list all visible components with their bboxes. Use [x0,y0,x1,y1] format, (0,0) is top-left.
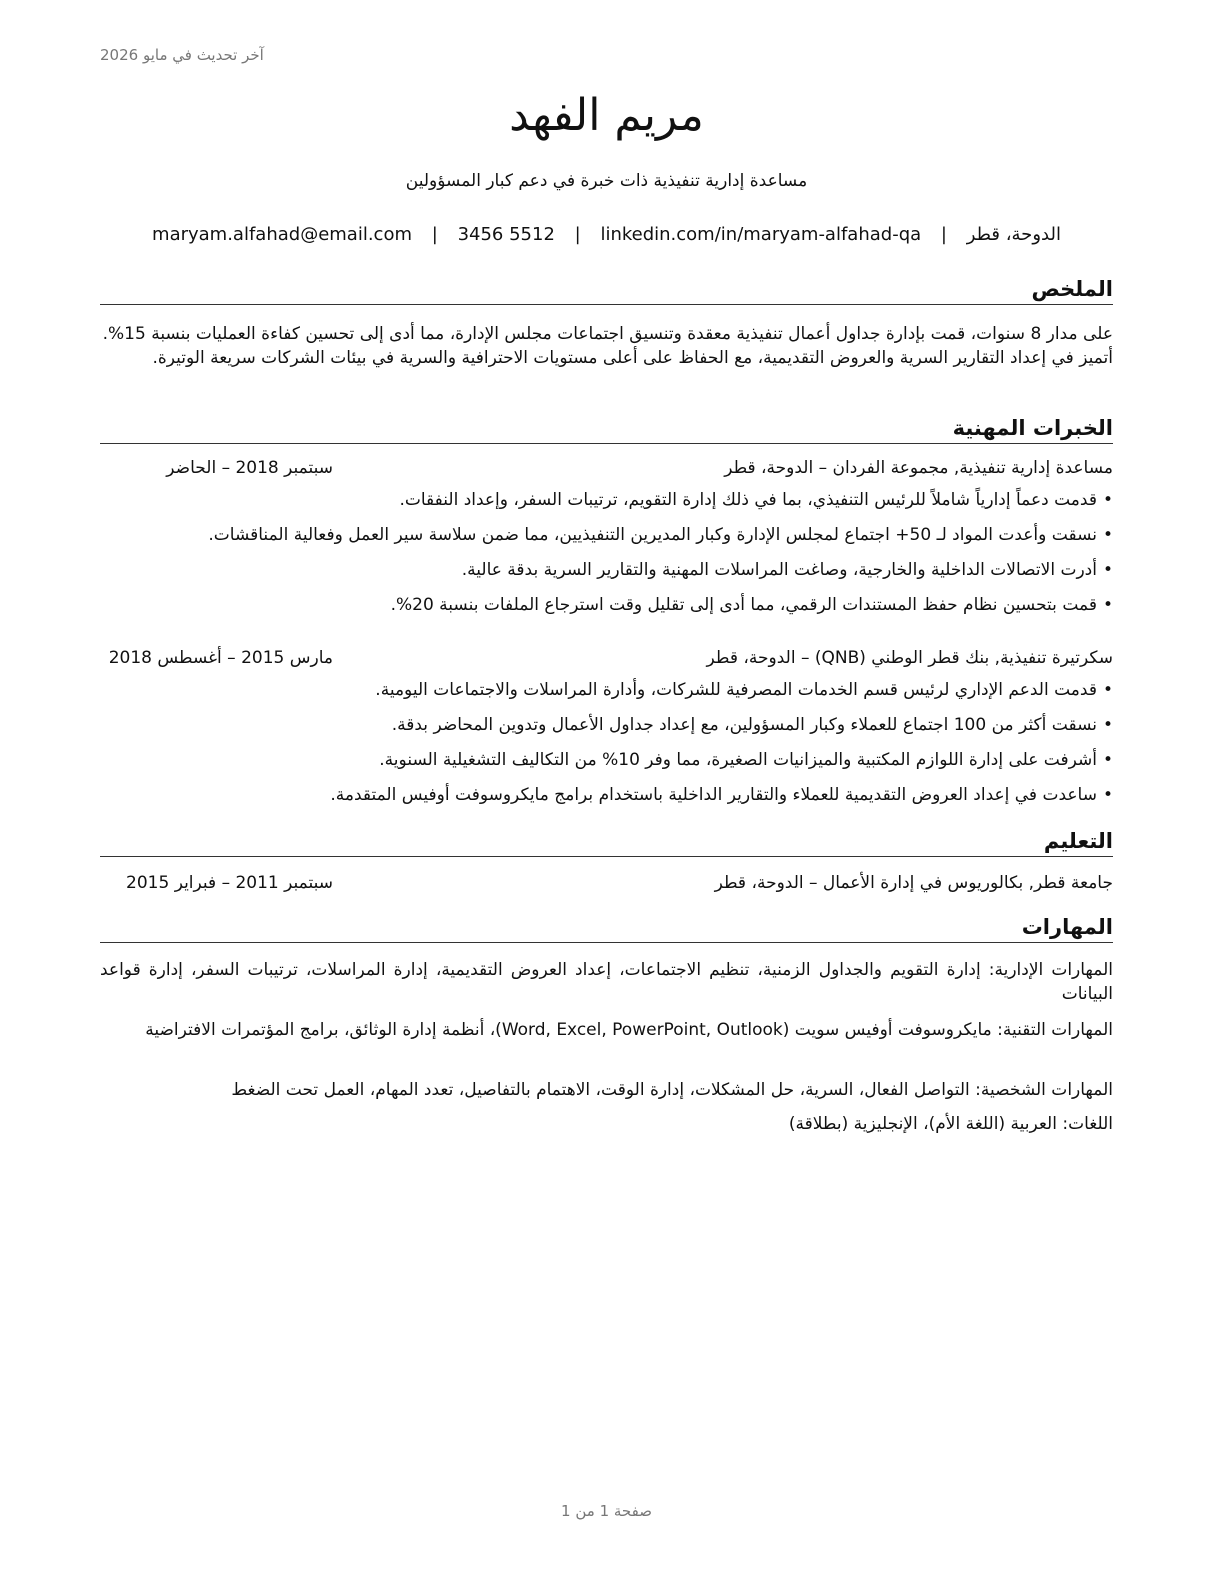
job-dates: مارس 2015 – أغسطس 2018 [108,648,333,668]
contact-separator: | [431,224,438,245]
skill-line-administrative: المهارات الإدارية: إدارة التقويم والجداول الزمنية، تنظيم الاجتماعات، إعداد العروض التقديمية، إدارة المراسلات، ترتيبات السفر، إدارة قواعد البيانات [100,960,1113,1004]
last-updated-note: آخر تحديث في مايو 2026 [100,46,264,64]
list-item: •أشرفت على إدارة اللوازم المكتبية والميزانيات الصغيرة، مما وفر 10% من التكاليف التشغيلية السنوية. [379,750,1113,770]
job-dates: سبتمبر 2018 – الحاضر [166,458,333,478]
candidate-name: مريم الفهد [509,90,704,141]
job-header [100,648,1113,672]
job-bullets [100,678,1113,818]
list-item: •أدرت الاتصالات الداخلية والخارجية، وصاغت المراسلات المهنية والتقارير السرية بدقة عالية. [461,560,1113,580]
list-item: •نسقت أكثر من 100 اجتماع للعملاء وكبار المسؤولين، مع إعداد جداول الأعمال وتدوين المحاضر بدقة. [391,715,1113,735]
section-title-experience: الخبرات المهنية [100,415,1113,444]
contact-email[interactable]: maryam.alfahad@email.com [152,224,413,245]
page-number: صفحة 1 من 1 [561,1502,652,1520]
list-item: •نسقت وأعدت المواد لـ 50+ اجتماع لمجلس الإدارة وكبار المديرين التنفيذيين، مما ضمن سلاسة سير العمل وفعالية المناقشات. [208,525,1113,545]
contact-linkedin[interactable]: linkedin.com/in/maryam-alfahad-qa [600,224,922,245]
job-header [100,458,1113,482]
summary-text: على مدار 8 سنوات، قمت بإدارة جداول أعمال تنفيذية معقدة وتنسيق اجتماعات مجلس الإدارة، مما أدى إلى تحسين كفاءة العمليات بنسبة 15%. أتميز في إعداد التقارير السرية والعروض التقديمية، مع الحفاظ على أعلى مستويات الاحترافية والسرية في بيئات الشركات سريعة الوتيرة. [102,324,1113,368]
contact-separator: | [574,224,581,245]
candidate-tagline: مساعدة إدارية تنفيذية ذات خبرة في دعم كبار المسؤولين [405,171,808,191]
list-item: •قدمت الدعم الإداري لرئيس قسم الخدمات المصرفية للشركات، وأدارة المراسلات والاجتماعات اليومية. [375,680,1113,700]
list-item: •قدمت دعماً إدارياً شاملاً للرئيس التنفيذي، بما في ذلك إدارة التقويم، ترتيبات السفر، وإعداد النفقات. [399,490,1113,510]
list-item: •ساعدت في إعداد العروض التقديمية للعملاء والتقارير الداخلية باستخدام برامج مايكروسوفت أوفيس المتقدمة. [330,785,1113,805]
contact-line [100,224,1113,245]
contact-separator: | [940,224,947,245]
education-dates: سبتمبر 2011 – فبراير 2015 [126,873,333,893]
job-bullets [100,488,1113,628]
resume-page [100,0,1113,1584]
education-entry [100,873,1113,897]
section-title-education: التعليم [100,828,1113,857]
education-degree: جامعة قطر, بكالوريوس في إدارة الأعمال – الدوحة، قطر [714,873,1113,893]
job-title: مساعدة إدارية تنفيذية, مجموعة الفردان – الدوحة، قطر [724,458,1113,478]
contact-phone: 3456 5512 [457,224,555,245]
section-title-summary: الملخص [100,276,1113,305]
skill-line-languages: اللغات: العربية (اللغة الأم)، الإنجليزية (بطلاقة) [788,1114,1113,1134]
contact-location: الدوحة، قطر [966,224,1061,245]
skill-line-technical: المهارات التقنية: مايكروسوفت أوفيس سويت (Word, Excel, PowerPoint, Outlook)، أنظمة إدارة الوثائق، برامج المؤتمرات الافتراضية [145,1020,1113,1040]
section-title-skills: المهارات [100,914,1113,943]
job-title: سكرتيرة تنفيذية, بنك قطر الوطني (QNB) – الدوحة، قطر [706,648,1113,668]
skill-line-personal: المهارات الشخصية: التواصل الفعال، السرية، حل المشكلات، إدارة الوقت، الاهتمام بالتفاصيل، تعدد المهام، العمل تحت الضغط [231,1080,1113,1100]
list-item: •قمت بتحسين نظام حفظ المستندات الرقمي، مما أدى إلى تقليل وقت استرجاع الملفات بنسبة 20%. [390,595,1113,615]
